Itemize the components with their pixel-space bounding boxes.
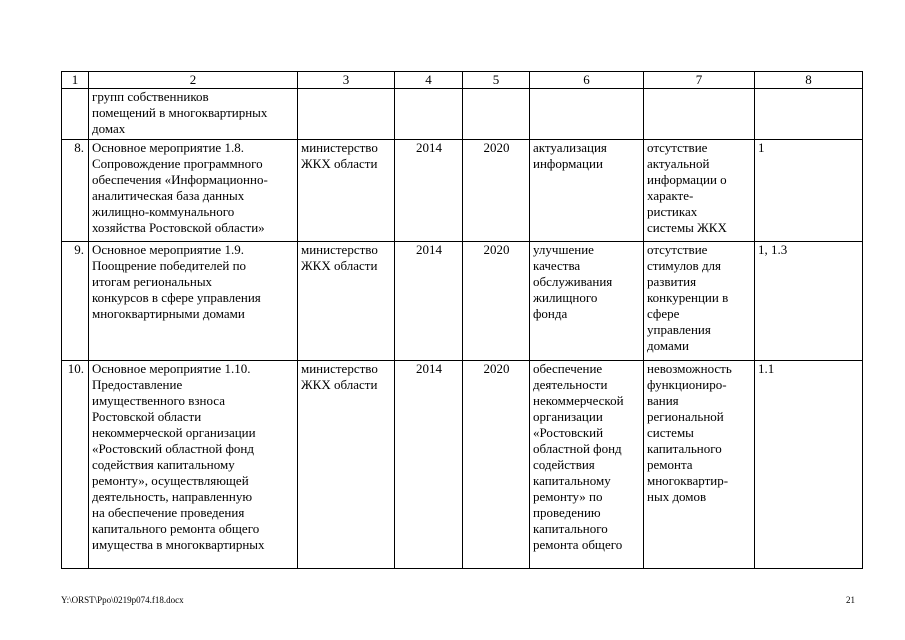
column-header-3: 3 (298, 72, 395, 89)
non-implementation-consequence: отсутствие стимулов для развития конкуренции в сфере управления домами (644, 242, 755, 361)
table-row (62, 242, 863, 361)
measure-name: Основное мероприятие 1.10. Предоставление имущественного взноса Ростовской области некоммерческой организации «Ростовский областной фонд содействия капитальному ремонту», осуществляющей деятельность, направленную на обеспечение проведения капитального ремонта общего имущества в многоквартирных (89, 361, 298, 569)
indicator-link: 1.1 (755, 361, 863, 569)
measure-name: Основное мероприятие 1.8. Сопровождение программного обеспечения «Информационно- аналитическая база данных жилищно-коммунального хозяйства Ростовской области» (89, 140, 298, 242)
column-header-2: 2 (89, 72, 298, 89)
expected-result: актуализация информации (530, 140, 644, 242)
measures-table (61, 71, 863, 569)
indicator-link: 1, 1.3 (755, 242, 863, 361)
column-header-8: 8 (755, 72, 863, 89)
column-header-1: 1 (62, 72, 89, 89)
start-year: 2014 (395, 361, 463, 569)
column-header-5: 5 (463, 72, 530, 89)
page-number: 21 (846, 595, 855, 605)
start-year (395, 89, 463, 140)
row-number: 8. (62, 140, 89, 242)
measure-name: групп собственников помещений в многоквартирных домах (89, 89, 298, 140)
start-year: 2014 (395, 242, 463, 361)
table-row (62, 361, 863, 569)
executor: министерство ЖКХ области (298, 242, 395, 361)
indicator-link (755, 89, 863, 140)
measure-name: Основное мероприятие 1.9. Поощрение победителей по итогам региональных конкурсов в сфере управления многоквартирными домами (89, 242, 298, 361)
column-header-6: 6 (530, 72, 644, 89)
end-year: 2020 (463, 140, 530, 242)
start-year: 2014 (395, 140, 463, 242)
end-year: 2020 (463, 242, 530, 361)
non-implementation-consequence: невозможность функциониро- вания региональной системы капитального ремонта многоквартир- ных домов (644, 361, 755, 569)
executor: министерство ЖКХ области (298, 140, 395, 242)
row-number: 9. (62, 242, 89, 361)
executor: министерство ЖКХ области (298, 361, 395, 569)
end-year: 2020 (463, 361, 530, 569)
indicator-link: 1 (755, 140, 863, 242)
document-path: Y:\ORST\Ppo\0219p074.f18.docx (61, 595, 184, 605)
non-implementation-consequence: отсутствие актуальной информации о характе- ристиках системы ЖКХ (644, 140, 755, 242)
column-number-row (62, 72, 863, 89)
expected-result: улучшение качества обслуживания жилищного фонда (530, 242, 644, 361)
non-implementation-consequence (644, 89, 755, 140)
column-header-7: 7 (644, 72, 755, 89)
table-row (62, 140, 863, 242)
row-number: 10. (62, 361, 89, 569)
expected-result: обеспечение деятельности некоммерческой организации «Ростовский областной фонд содействия капитальному ремонту» по проведению капитального ремонта общего (530, 361, 644, 569)
row-number (62, 89, 89, 140)
end-year (463, 89, 530, 140)
expected-result (530, 89, 644, 140)
table-row (62, 89, 863, 140)
column-header-4: 4 (395, 72, 463, 89)
executor (298, 89, 395, 140)
